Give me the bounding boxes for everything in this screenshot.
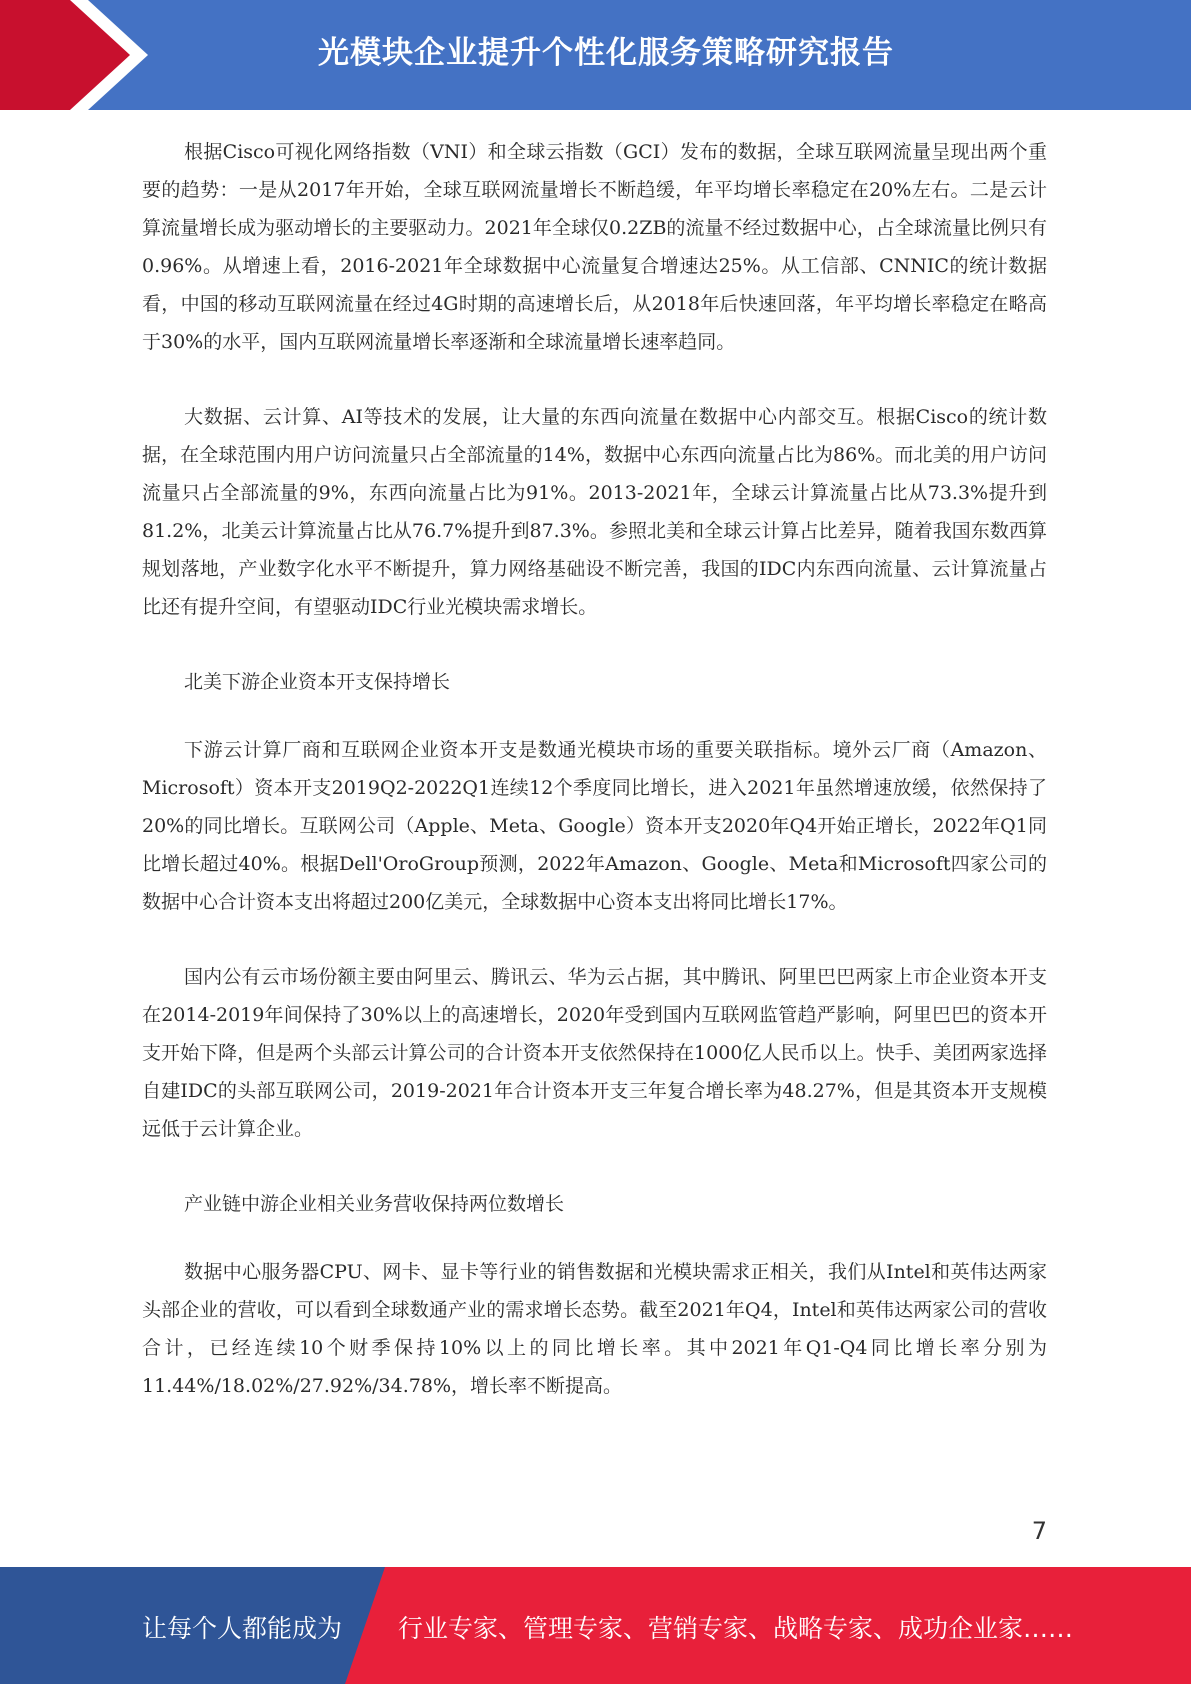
report-title: 光模块企业提升个性化服务策略研究报告	[318, 35, 894, 71]
header-banner	[0, 0, 1191, 110]
section-heading-capex: 北美下游企业资本开支保持增长	[184, 671, 451, 693]
page-number: 7	[1031, 1517, 1047, 1545]
paragraph-east-west-traffic: 大数据、云计算、AI等技术的发展，让大量的东西向流量在数据中心内部交互。根据Cisco的统计数据，在全球范围内用户访问流量只占全部流量的14%，数据中心东西向流量占比为86%。而北美的用户访问流量只占全部流量的9%，东西向流量占比为91%。2013-2021年，全球云计算流量占比从73.3%提升到81.2%，北美云计算流量占比从76.7%提升到87.3%。参照北美和全球云计算占比差异，随着我国东数西算规划落地，产业数字化水平不断提升，算力网络基础设不断完善，我国的IDC内东西向流量、云计算流量占比还有提升空间，有望驱动IDC行业光模块需求增长。	[142, 406, 1047, 618]
footer-slogan-left: 让每个人都能成为	[142, 1614, 343, 1643]
paragraph-traffic-trends: 根据Cisco可视化网络指数（VNI）和全球云指数（GCI）发布的数据，全球互联网流量呈现出两个重要的趋势：一是从2017年开始，全球互联网流量增长不断趋缓，年平均增长率稳定在20%左右。二是云计算流量增长成为驱动增长的主要驱动力。2021年全球仅0.2ZB的流量不经过数据中心，占全球流量比例只有0.96%。从增速上看，2016-2021年全球数据中心流量复合增速达25%。从工信部、CNNIC的统计数据看，中国的移动互联网流量在经过4G时期的高速增长后，从2018年后快速回落，年平均增长率稳定在略高于30%的水平，国内互联网流量增长率逐渐和全球流量增长速率趋同。	[142, 141, 1047, 353]
paragraph-overseas-capex: 下游云计算厂商和互联网企业资本开支是数通光模块市场的重要关联指标。境外云厂商（Amazon、Microsoft）资本开支2019Q2-2022Q1连续12个季度同比增长，进入2021年虽然增速放缓，依然保持了20%的同比增长。互联网公司（Apple、Meta、Google）资本开支2020年Q4开始正增长，2022年Q1同比增长超过40%。根据Dell'OroGroup预测，2022年Amazon、Google、Meta和Microsoft四家公司的数据中心合计资本支出将超过200亿美元，全球数据中心资本支出将同比增长17%。	[142, 739, 1047, 913]
footer-slogan-right: 行业专家、管理专家、营销专家、战略专家、成功企业家……	[398, 1614, 1074, 1643]
paragraph-domestic-capex: 国内公有云市场份额主要由阿里云、腾讯云、华为云占据，其中腾讯、阿里巴巴两家上市企业资本开支在2014-2019年间保持了30%以上的高速增长，2020年受到国内互联网监管趋严影响，阿里巴巴的资本开支开始下降，但是两个头部云计算公司的合计资本开支依然保持在1000亿人民币以上。快手、美团两家选择自建IDC的头部互联网公司，2019-2021年合计资本开支三年复合增长率为48.27%，但是其资本开支规模远低于云计算企业。	[142, 966, 1047, 1140]
footer-banner	[0, 1567, 1191, 1684]
paragraph-midstream-revenue: 数据中心服务器CPU、网卡、显卡等行业的销售数据和光模块需求正相关，我们从Intel和英伟达两家头部企业的营收，可以看到全球数通产业的需求增长态势。截至2021年Q4，Intel和英伟达两家公司的营收合计，已经连续10个财季保持10%以上的同比增长率。其中2021年Q1-Q4同比增长率分别为11.44%/18.02%/27.92%/34.78%，增长率不断提高。	[142, 1261, 1047, 1397]
page-body	[142, 133, 1047, 1442]
section-heading-midstream: 产业链中游企业相关业务营收保持两位数增长	[184, 1193, 565, 1215]
